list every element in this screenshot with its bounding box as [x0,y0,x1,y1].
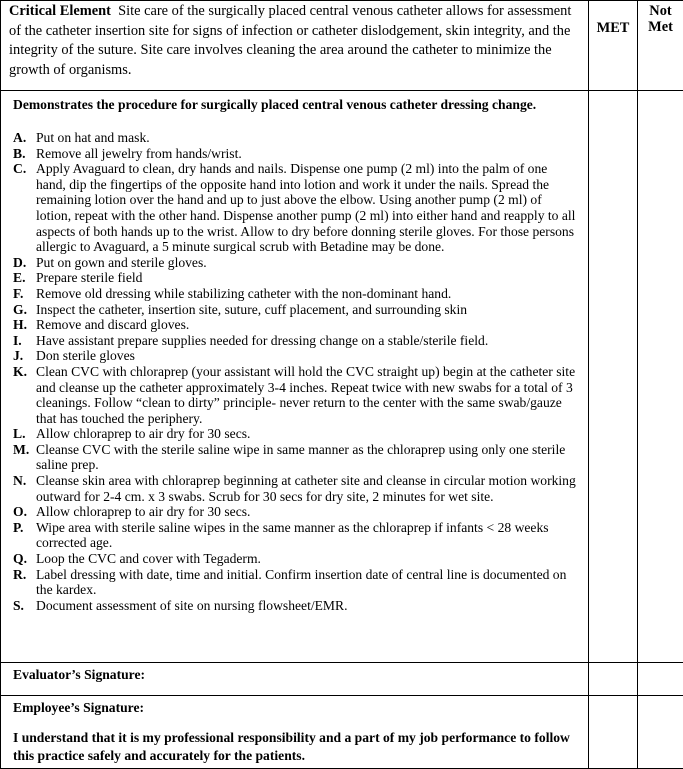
procedure-met-checkbox-cell[interactable] [589,91,638,663]
critical-element-cell [1,1,589,91]
employee-met-cell[interactable] [589,696,638,769]
procedure-step [13,161,578,255]
step-text: Don sterile gloves [36,348,135,364]
procedure-step [13,348,578,364]
step-text: Wipe area with sterile saline wipes in the same manner as the chloraprep if infants < 28 weeks corrected age. [36,519,549,551]
step-text: Cleanse CVC with the sterile saline wipe in same manner as the chloraprep using only one sterile saline prep. [36,441,566,473]
procedure-step [13,363,578,426]
procedure-step [13,597,578,614]
met-header-cell [589,1,638,91]
step-letter: B. [13,145,26,161]
procedure-title: Demonstrates the procedure for surgically placed central venous catheter dressing change. [13,97,537,112]
step-letter: G. [13,301,27,317]
step-text: Remove and discard gloves. [36,317,190,333]
procedure-step [13,473,578,504]
procedure-step [13,441,578,473]
employee-acknowledgement-statement: I understand that it is my professional responsibility and a part of my job performance to follow this practice safely and accurately for the patients. [13,730,570,763]
step-text: Prepare sterile field [36,270,143,286]
step-letter: P. [13,519,24,535]
step-text: Allow chloraprep to air dry for 30 secs. [36,426,251,442]
step-text: Inspect the catheter, insertion site, suture, cuff placement, and surrounding skin [36,301,468,317]
not-met-line-1: Not [649,3,672,19]
procedure-step [13,317,578,333]
step-letter: O. [13,504,27,520]
step-letter: C. [13,161,27,177]
evaluator-met-cell[interactable] [589,663,638,696]
step-text: Put on hat and mask. [36,130,150,145]
procedure-step [13,270,578,286]
evaluator-not-met-cell[interactable] [638,663,683,696]
step-letter: H. [13,317,27,333]
procedure-step [13,254,578,271]
procedure-step [13,130,578,146]
met-column-header: MET [596,20,630,36]
critical-element-description: Site care of the surgically placed central venous catheter allows for assessment of the catheter insertion site for signs of infection or catheter dislodgement, skin integrity, and the integrity of the suture. Site care involves cleaning the area around the catheter to minimize the growth of organisms. [9,3,572,78]
step-letter: I. [13,332,22,348]
employee-signature-cell[interactable] [1,696,589,769]
step-text: Remove old dressing while stabilizing catheter with the non-dominant hand. [36,285,452,301]
procedure-step [13,519,578,551]
procedure-step [13,332,578,349]
step-letter: D. [13,254,27,270]
not-met-line-2: Met [648,19,673,35]
employee-signature-label: Employee’s Signature: [13,700,145,715]
procedure-step [13,285,578,302]
procedure-row [1,91,683,663]
step-letter: A. [13,130,27,145]
step-text: Allow chloraprep to air dry for 30 secs. [36,504,251,520]
evaluator-signature-cell[interactable] [1,663,589,696]
employee-signature-row [1,696,683,769]
procedure-not-met-checkbox-cell[interactable] [638,91,683,663]
step-text: Put on gown and sterile gloves. [36,254,207,270]
employee-not-met-cell[interactable] [638,696,683,769]
step-text: Cleanse skin area with chloraprep beginning at catheter site and cleanse in circular motion working outward for 2-4 cm. x 3 swabs. Scrub for 30 secs for dry site, 2 minutes for wet site. [36,473,576,504]
procedure-step [13,301,578,318]
step-letter: Q. [13,551,27,567]
step-letter: N. [13,473,27,489]
evaluator-signature-row [1,663,683,696]
header-row [1,1,683,91]
step-letter: S. [13,597,24,613]
step-letter: R. [13,566,27,582]
critical-element-text [1,1,588,80]
step-text: Loop the CVC and cover with Tegaderm. [36,551,261,567]
step-letter: F. [13,285,24,301]
step-text: Clean CVC with chloraprep (your assistant will hold the CVC straight up) begin at the catheter site and cleanse up the catheter approximately 3-4 inches. Repeat twice with new swabs for a total of 3 cleanings. Follow “clean to dirty” principle- never return to the center with the same swab/gauze that has touched the periphery. [36,363,576,426]
procedure-step [13,551,578,567]
step-letter: L. [13,426,26,442]
procedure-steps-list [1,130,588,613]
step-text: Remove all jewelry from hands/wrist. [36,145,242,161]
procedure-step [13,504,578,520]
step-text: Label dressing with date, time and initial. Confirm insertion date of central line is documented on the kardex. [36,566,567,598]
not-met-column-header [638,1,683,35]
procedure-cell [1,91,589,663]
step-letter: K. [13,363,27,379]
step-text: Have assistant prepare supplies needed for dressing change on a stable/sterile field. [36,332,489,348]
evaluator-signature-label: Evaluator’s Signature: [13,667,146,682]
not-met-header-cell [638,1,683,91]
step-text: Apply Avaguard to clean, dry hands and nails. Dispense one pump (2 ml) into the palm of one hand, dip the fingertips of the opposite hand into lotion and work it under the nails. Spread the remaining lotion over the hand and up to just above the elbow. Using another pump (2 ml) of lotion, repeat with the other hand. Dispense another pump (2 ml) into either hand and reapply to all aspects of both hands up to the wrist. Allow to dry before donning sterile gloves. For those persons allergic to Avaguard, a 5 minute surgical scrub with Betadine may be done. [36,161,576,255]
critical-element-label: Critical Element [9,3,111,19]
step-text: Document assessment of site on nursing flowsheet/EMR. [36,597,348,613]
procedure-step [13,566,578,598]
step-letter: M. [13,441,30,457]
step-letter: J. [13,348,24,364]
procedure-step [13,145,578,162]
step-letter: E. [13,270,26,286]
procedure-step [13,426,578,442]
